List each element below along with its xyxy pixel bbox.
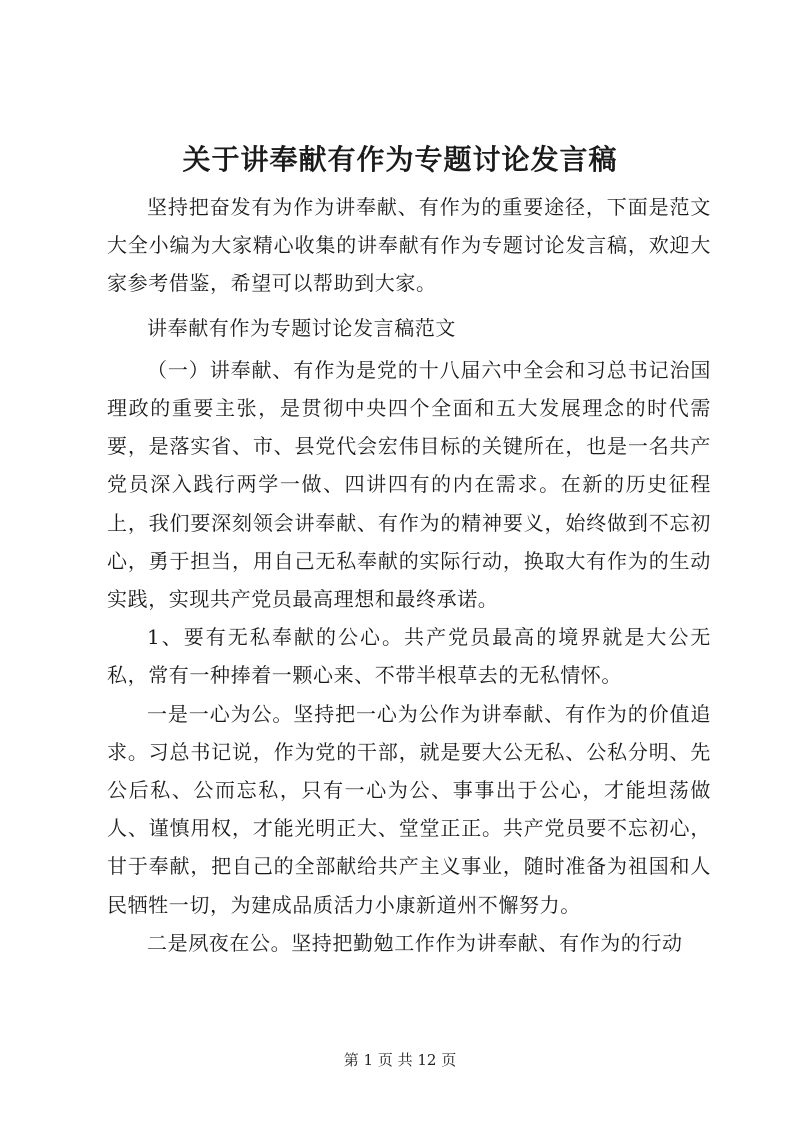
paragraph-point-one: 1、要有无私奉献的公心。共产党员最高的境界就是大公无私，常有一种捧着一颗心来、不带半根草去的无私情怀。 [107,625,711,688]
paragraph-intro: 坚持把奋发有为作为讲奉献、有作为的重要途径，下面是范文大全小编为大家精心收集的讲奉献有作为专题讨论发言稿，欢迎大家参考借鉴，希望可以帮助到大家。 [107,195,711,296]
paragraph-section-one: （一）讲奉献、有作为是党的十八届六中全会和习总书记治国理政的重要主张，是贯彻中央四个全面和五大发展理念的时代需要，是落实省、市、县党代会宏伟目标的关键所在，也是一名共产党员深入践行两学一做、四讲四有的内在需求。在新的历史征程上，我们要深刻领会讲奉献、有作为的精神要义，始终做到不忘初心，勇于担当，用自己无私奉献的实际行动，换取大有作为的生动实践，实现共产党员最高理想和最终承诺。 [107,357,711,612]
paragraph-point-one-a: 一是一心为公。坚持把一心为公作为讲奉献、有作为的价值追求。习总书记说，作为党的干部，就是要大公无私、公私分明、先公后私、公而忘私，只有一心为公、事事出于公心，才能坦荡做人、谨慎用权，才能光明正大、堂堂正正。共产党员要不忘初心，甘于奉献，把自己的全部献给共产主义事业，随时准备为祖国和人民牺牲一切，为建成品质活力小康新道州不懈努力。 [107,701,711,917]
document-title: 关于讲奉献有作为专题讨论发言稿 [182,143,618,176]
paragraph-subheading: 讲奉献有作为专题讨论发言稿范文 [147,315,456,340]
paragraph-point-one-b: 二是夙夜在公。坚持把勤勉工作作为讲奉献、有作为的行动 [147,930,683,955]
document-body [107,188,711,962]
page-footer: 第 1 页 共 12 页 [343,1051,457,1069]
